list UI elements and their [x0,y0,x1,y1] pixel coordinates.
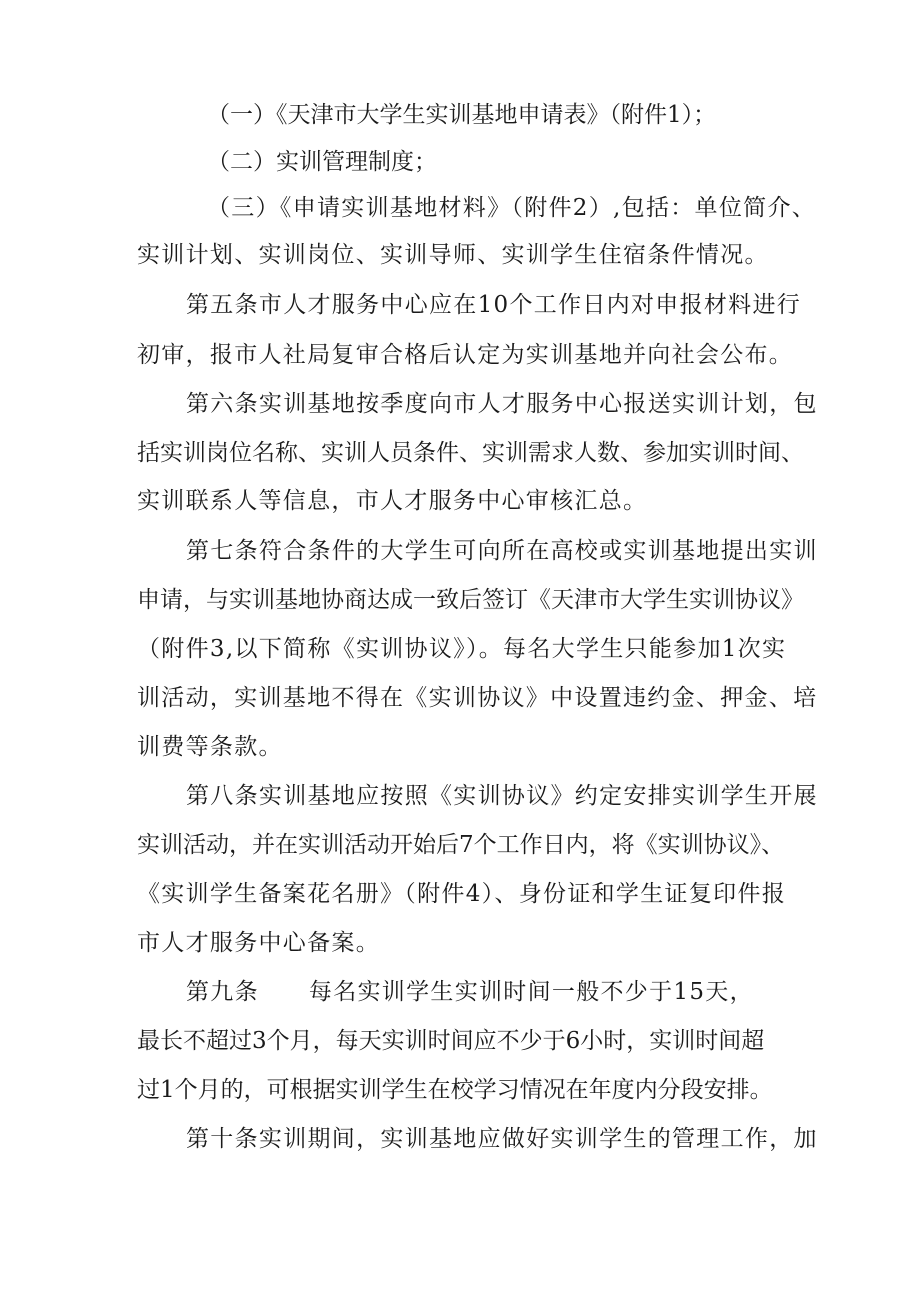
text-line: 市人才服务中心备案。 [137,930,380,956]
text-line: 申请，与实训基地协商达成一致后签订《天津市大学生实训协议》 [137,587,804,613]
text-line: 训活动，实训基地不得在《实训协议》中设置违约金、押金、培 [137,685,818,711]
text-line: 实训计划、实训岗位、实训导师、实训学生住宿条件情况。 [137,242,769,268]
text-line: 括实训岗位名称、实训人员条件、实训需求人数、参加实训时间、 [137,440,804,466]
text-line: 第五条市人才服务中心应在10个工作日内对申报材料进行 [186,292,802,318]
text-line: 初审，报市人社局复审合格后认定为实训基地并向社会公布。 [137,342,794,368]
text-line: 过1个月的，可根据实训学生在校学习情况在年度内分段安排。 [137,1077,773,1103]
text-line: 实训活动，并在实训活动开始后7个工作日内，将《实训协议》、 [137,832,785,858]
text-line: 第七条符合条件的大学生可向所在高校或实训基地提出实训 [186,538,818,564]
article-nine-heading: 第九条 [186,979,259,1005]
text-line [186,977,754,1007]
article-nine-text: 每名实训学生实训时间一般不少于15天， [308,979,754,1005]
text-line: 最长不超过3个月，每天实训时间应不少于6小时，实训时间超 [137,1028,765,1054]
text-line: 第八条实训基地应按照《实训协议》约定安排实训学生开展 [186,783,818,809]
text-line: （三）《申请实训基地材料》（附件2）,包括：单位简介、 [207,195,817,221]
text-line: 实训联系人等信息，市人才服务中心审核汇总。 [137,488,648,514]
text-line: 训费等条款。 [137,734,283,760]
text-line: （附件3,以下简称《实训协议》）。每名大学生只能参加1次实 [137,636,787,662]
text-line: （一）《天津市大学生实训基地申请表》（附件1）； [207,102,717,128]
text-line: 第六条实训基地按季度向市人才服务中心报送实训计划，包 [186,391,818,417]
text-line: （二）实训管理制度； [207,149,437,175]
text-line: 《实训学生备案花名册》（附件4）、身份证和学生证复印件报 [137,881,787,907]
text-line: 第十条实训期间，实训基地应做好实训学生的管理工作，加 [186,1126,818,1152]
